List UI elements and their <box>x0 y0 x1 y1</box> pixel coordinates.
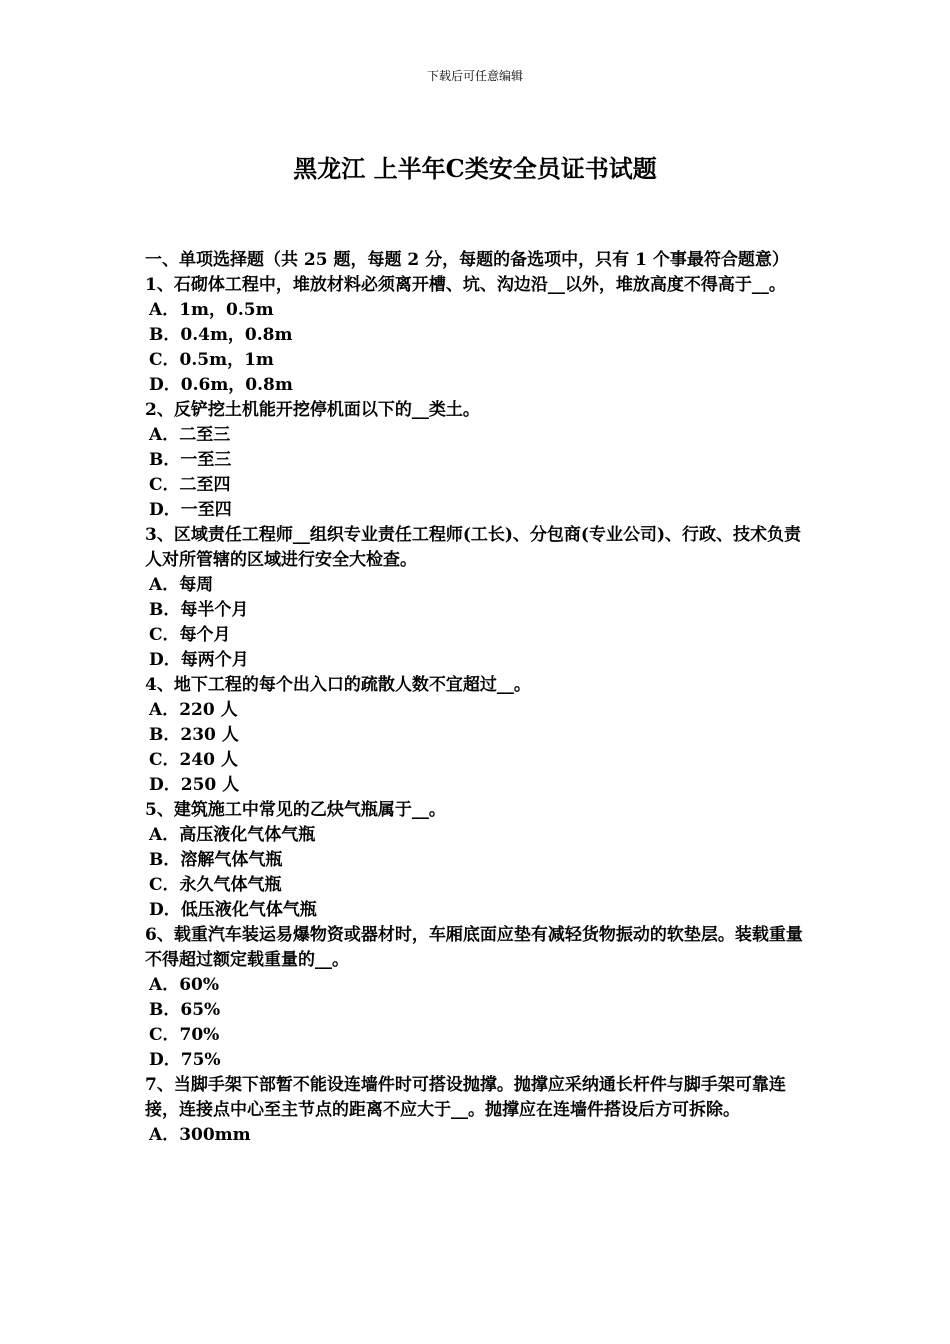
option-a: A．300mm <box>149 1125 251 1145</box>
question-stem: 6、载重汽车装运易爆物资或器材时，车厢底面应垫有减轻货物振动的软垫层。装载重量不得超过额定载重量的__。 <box>145 925 803 970</box>
option-c: C．永久气体气瓶 <box>149 875 282 895</box>
document-body <box>145 248 810 1148</box>
question-stem: 2、反铲挖土机能开挖停机面以下的__类土。 <box>145 400 480 420</box>
option-d: D．250 人 <box>149 775 240 795</box>
document-title: 黑龙江 上半年C类安全员证书试题 <box>293 154 657 183</box>
option-a: A．每周 <box>149 575 214 595</box>
option-d: D．每两个月 <box>149 650 249 670</box>
option-c: C．每个月 <box>149 625 231 645</box>
option-b: B．每半个月 <box>149 600 249 620</box>
section-heading: 一、单项选择题（共 25 题，每题 2 分，每题的备选项中，只有 1 个事最符合题意） <box>145 250 789 270</box>
option-d: D．0.6m，0.8m <box>149 375 293 395</box>
option-d: D．一至四 <box>149 500 232 520</box>
option-b: B．230 人 <box>149 725 239 745</box>
option-a: A．二至三 <box>149 425 231 445</box>
question-3 <box>145 523 810 673</box>
question-5 <box>145 798 810 923</box>
question-stem: 1、石砌体工程中，堆放材料必须离开槽、坑、沟边沿__以外，堆放高度不得高于__。 <box>145 275 786 295</box>
question-stem: 3、区域责任工程师__组织专业责任工程师(工长)、分包商(专业公司)、行政、技术负责人对所管辖的区域进行安全大检查。 <box>145 525 802 570</box>
question-stem: 4、地下工程的每个出入口的疏散人数不宜超过__。 <box>145 675 531 695</box>
question-7 <box>145 1073 810 1148</box>
option-c: C．0.5m，1m <box>149 350 274 370</box>
question-2 <box>145 398 810 523</box>
option-d: D．低压液化气体气瓶 <box>149 900 317 920</box>
option-c: C．70% <box>149 1025 220 1045</box>
question-stem: 7、当脚手架下部暂不能设连墙件时可搭设抛撑。抛撑应采纳通长杆件与脚手架可靠连接，连接点中心至主节点的距离不应大于__。抛撑应在连墙件搭设后方可拆除。 <box>145 1075 786 1120</box>
option-b: B．0.4m，0.8m <box>149 325 293 345</box>
header-note: 下载后可任意编辑 <box>426 69 523 83</box>
option-b: B．65% <box>149 1000 221 1020</box>
option-c: C．二至四 <box>149 475 231 495</box>
option-list <box>145 573 810 673</box>
option-list <box>145 423 810 523</box>
option-a: A．1m，0.5m <box>149 300 274 320</box>
question-stem: 5、建筑施工中常见的乙炔气瓶属于__。 <box>145 800 446 820</box>
question-4 <box>145 673 810 798</box>
option-a: A．60% <box>149 975 220 995</box>
option-b: B．溶解气体气瓶 <box>149 850 283 870</box>
option-d: D．75% <box>149 1050 221 1070</box>
option-list <box>145 1123 810 1148</box>
option-list <box>145 298 810 398</box>
option-list <box>145 823 810 923</box>
option-a: A．高压液化气体气瓶 <box>149 825 316 845</box>
option-list <box>145 698 810 798</box>
option-b: B．一至三 <box>149 450 232 470</box>
question-6 <box>145 923 810 1073</box>
option-c: C．240 人 <box>149 750 238 770</box>
question-1 <box>145 273 810 398</box>
option-list <box>145 973 810 1073</box>
option-a: A．220 人 <box>149 700 238 720</box>
